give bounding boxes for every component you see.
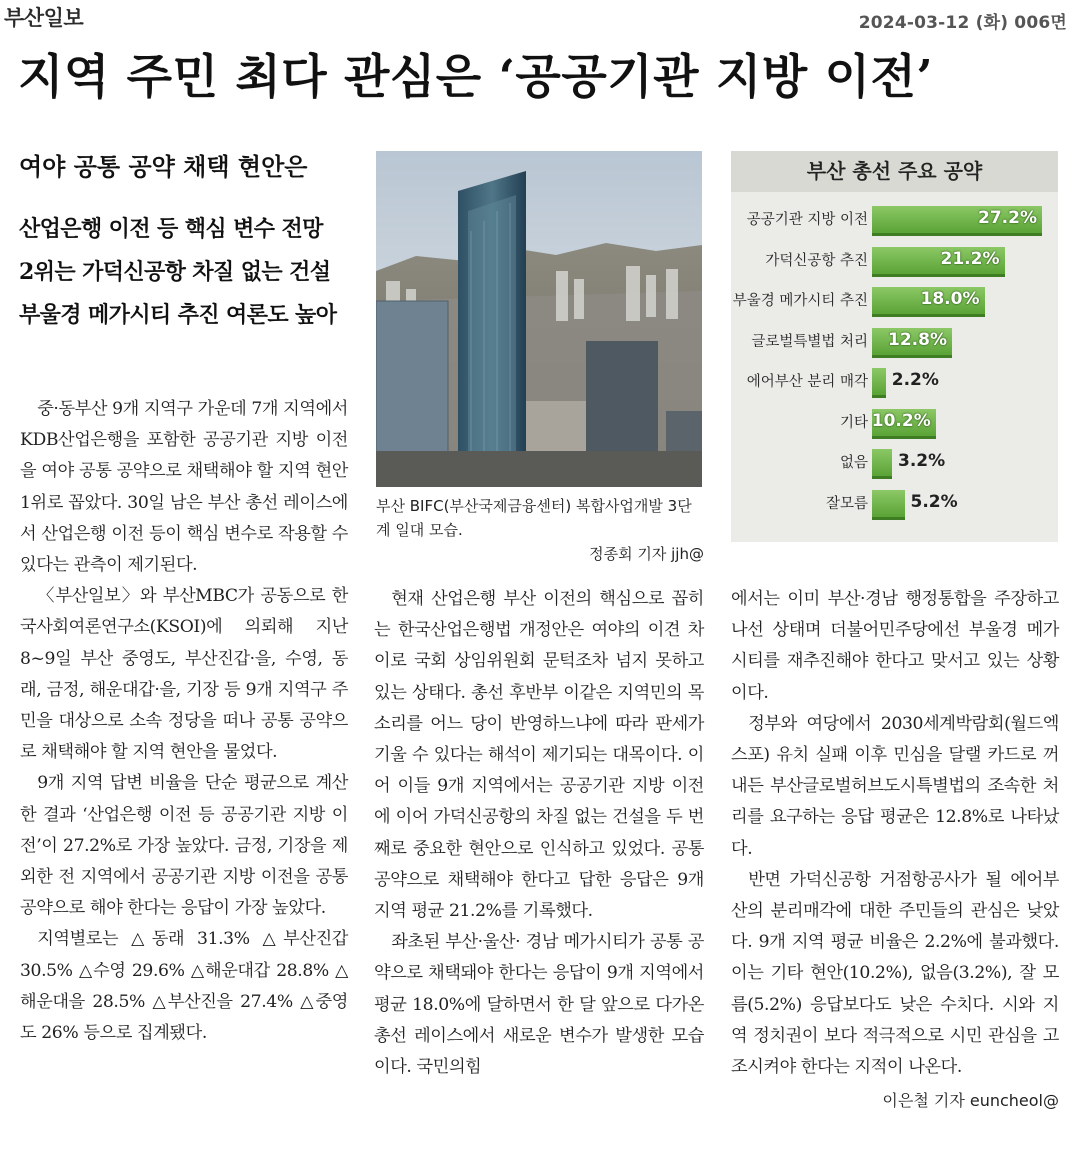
bar [872,368,886,398]
bar-category-label: 에어부산 분리 매각 [746,374,868,390]
bar-row [731,486,1058,527]
bar-row [731,405,1058,446]
body-paragraph: 현재 산업은행 부산 이전의 핵심으로 꼽히는 한국산업은행법 개정안은 여야의 이견 차이로 국회 상임위원회 문턱조차 넘지 못하고 있는 상태다. 총선 후반부 이같은 지역민의 목소리를 어느 당이 반영하느냐에 따라 판세가 기울 수 있다는 해석이 제기되는 대목이다. 이어 이들 9개 지역에서는 공공기관 지방 이전에 이어 가덕신공항의 차질 없는 건설을 두 번째로 중요한 현안으로 인식하고 있었다. 공통 공약으로 채택해야 한다고 답한 응답은 9개 지역 평균 21.2%를 기록했다. [374,589,704,922]
photo-caption-text: 부산 BIFC(부산국제금융센터) 복합사업개발 3단계 일대 모습. [376,497,692,539]
newspaper-logo: 부산일보 [4,6,84,30]
body-paragraph: 에서는 이미 부산·경남 행정통합을 주장하고 나선 상태며 더불어민주당에선 부울경 메가시티를 재추진해야 한다고 맞서고 있는 상황이다. [731,589,1059,703]
bar-value-label: 5.2% [910,491,958,512]
dateline: 2024-03-12 (화) 006면 [858,13,1067,33]
skyline-photo-illustration [376,151,702,487]
bar-value-label: 10.2% [871,410,931,431]
graphic-title: 부산 총선 주요 공약 [731,151,1058,192]
body-paragraph: 〈부산일보〉와 부산MBC가 공동으로 한국사회여론연구소(KSOI)에 의뢰해 지난 8~9일 부산 중영도, 부산진갑·을, 수영, 동래, 금정, 해운대갑·을, 기장 등 9개 지역구 주민을 대상으로 소속 정당을 떠나 공통 공약으로 채택해야 할 지역 현안을 물었다. [20,586,348,763]
bar-chart [731,202,1058,526]
body-column-2 [374,584,704,1083]
body-column-1 [20,394,348,1049]
news-photo [376,151,702,487]
bar-row [731,324,1058,365]
bar-category-label: 잘모름 [825,495,868,512]
bar-value-label: 2.2% [891,370,939,390]
subheads [19,208,359,337]
bar-category-label: 공공기관 지방 이전 [746,212,868,228]
body-paragraph: 정부와 여당에서 2030세계박람회(월드엑스포) 유치 실패 이후 민심을 달랠 카드로 꺼내든 부산글로벌허브도시특별법의 조속한 처리를 요구하는 응답 평균은 12.8%로 나타났다. [731,713,1059,859]
subhead: 부울경 메가시티 추진 여론도 높아 [19,302,337,328]
bar [872,449,892,479]
bar-category-label: 글로벌특별법 처리 [751,333,868,350]
bar-row [731,243,1058,284]
bar-value-label: 12.8% [888,329,947,350]
subhead: 산업은행 이전 등 핵심 변수 전망 [19,216,323,242]
bar-row [731,364,1058,405]
kicker: 여야 공통 공약 채택 현안은 [19,153,308,181]
photo-credit: 정종회 기자 jjh@ [589,545,704,563]
bar-value-label: 27.2% [978,208,1037,228]
body-column-3 [731,584,1059,1116]
bar-row [731,445,1058,486]
bar-category-label: 없음 [839,455,868,471]
subhead: 2위는 가덕신공항 차질 없는 건설 [19,259,331,285]
bar-category-label: 부울경 메가시티 추진 [732,293,868,309]
bar [872,490,905,520]
bar-category-label: 기타 [839,414,868,431]
photo-caption [376,494,704,566]
body-paragraph: 중·동부산 9개 지역구 가운데 7개 지역에서 KDB산업은행을 포함한 공공기관 지방 이전을 여야 공통 공약으로 채택해야 할 지역 현안 1위로 꼽았다. 30일 남은 부산 총선 레이스에서 산업은행 이전 등이 핵심 변수로 작용할 수 있다는 관측이 제기된다. [20,399,348,576]
bar-value-label: 21.2% [940,248,1000,269]
masthead [0,0,1073,40]
body-paragraph: 지역별로는 △동래 31.3% △부산진갑 30.5% △수영 29.6% △해운대갑 28.8% △해운대을 28.5% △부산진을 27.4% △중영도 26% 등으로 집계됐다. [20,929,348,1044]
body-paragraph: 좌초된 부산·울산· 경남 메가시티가 공통 공약으로 채택돼야 한다는 응답이 9개 지역에서 평균 18.0%에 달하면서 한 달 앞으로 다가온 총선 레이스에서 새로운 변수가 발생한 모습이다. 국민의힘 [374,932,704,1078]
headline: 지역 주민 최다 관심은 ‘공공기관 지방 이전’ [18,50,934,105]
bar-category-label: 가덕신공항 추진 [765,252,868,269]
bar-value-label: 3.2% [898,451,946,471]
body-paragraph: 9개 지역 답변 비율을 단순 평균으로 계산한 결과 ‘산업은행 이전 등 공공기관 지방 이전’이 27.2%로 가장 높았다. 금정, 기장을 제외한 전 지역에서 공공기관 지방 이전을 공통 공약으로 해야 한다는 응답이 가장 높았다. [20,773,348,919]
bar-row [731,202,1058,243]
body-paragraph: 반면 가덕신공항 거점항공사가 될 에어부산의 분리매각에 대한 주민들의 관심은 낮았다. 9개 지역 평균 비율은 2.2%에 불과했다. 이는 기타 현안(10.2%), 없음(3.2%), 잘 모름(5.2%) 응답보다도 낮은 수치다. 시와 지역 정치권이 보다 적극적으로 시민 관심을 고조시켜야 한다는 지적이 나온다. [731,869,1059,1078]
bar-row [731,283,1058,324]
byline: 이은철 기자 euncheol@ [882,1091,1059,1111]
poll-graphic [731,151,1058,542]
bar-value-label: 18.0% [920,289,980,309]
